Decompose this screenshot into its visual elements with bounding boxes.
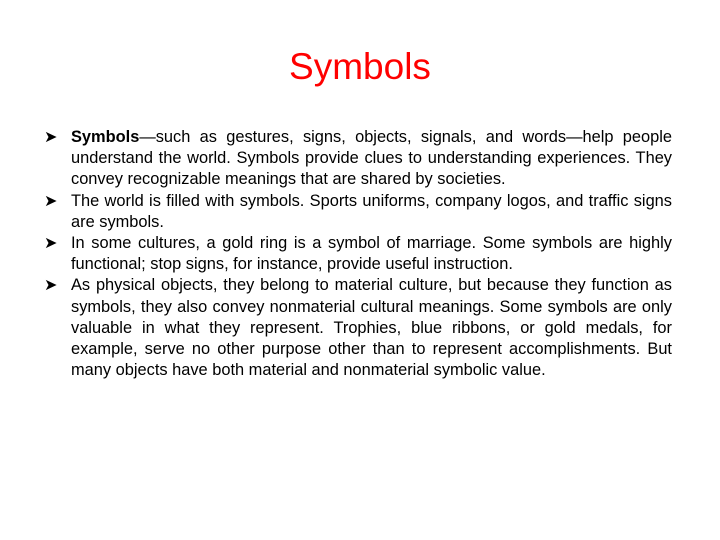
bullet-item — [44, 191, 672, 233]
arrow-bullet-icon: ➤ — [44, 129, 58, 146]
bullet-text: As physical objects, they belong to material culture, but because they function as symbols, they also convey nonmaterial cultural meanings. Some symbols are only valuable in what they represent. Trophies, blue ribbons, or gold medals, for example, serve no other purpose other than to represent accomplishments. But many objects have both material and nonmaterial symbolic value. — [71, 276, 672, 380]
arrow-bullet-icon: ➤ — [44, 277, 58, 295]
bullet-item — [44, 275, 672, 381]
bullet-text: In some cultures, a gold ring is a symbol of marriage. Some symbols are highly functional; stop signs, for instance, provide useful instruction. — [71, 234, 672, 274]
bullet-bold-lead: Symbols — [71, 128, 140, 146]
arrow-bullet-icon: ➤ — [44, 192, 58, 210]
arrow-bullet-icon: ➤ — [44, 235, 58, 253]
bullet-text: —such as gestures, signs, objects, signals, and words—help people understand the world. Symbols provide clues to understanding experiences. They convey recognizable meanings that are shared by societies. — [71, 128, 672, 189]
bullet-item — [44, 233, 672, 275]
bullet-text: The world is filled with symbols. Sports uniforms, company logos, and traffic signs are symbols. — [71, 191, 672, 231]
slide-title: Symbols — [289, 46, 431, 87]
bullet-list — [44, 127, 672, 381]
bullet-item — [44, 127, 672, 191]
